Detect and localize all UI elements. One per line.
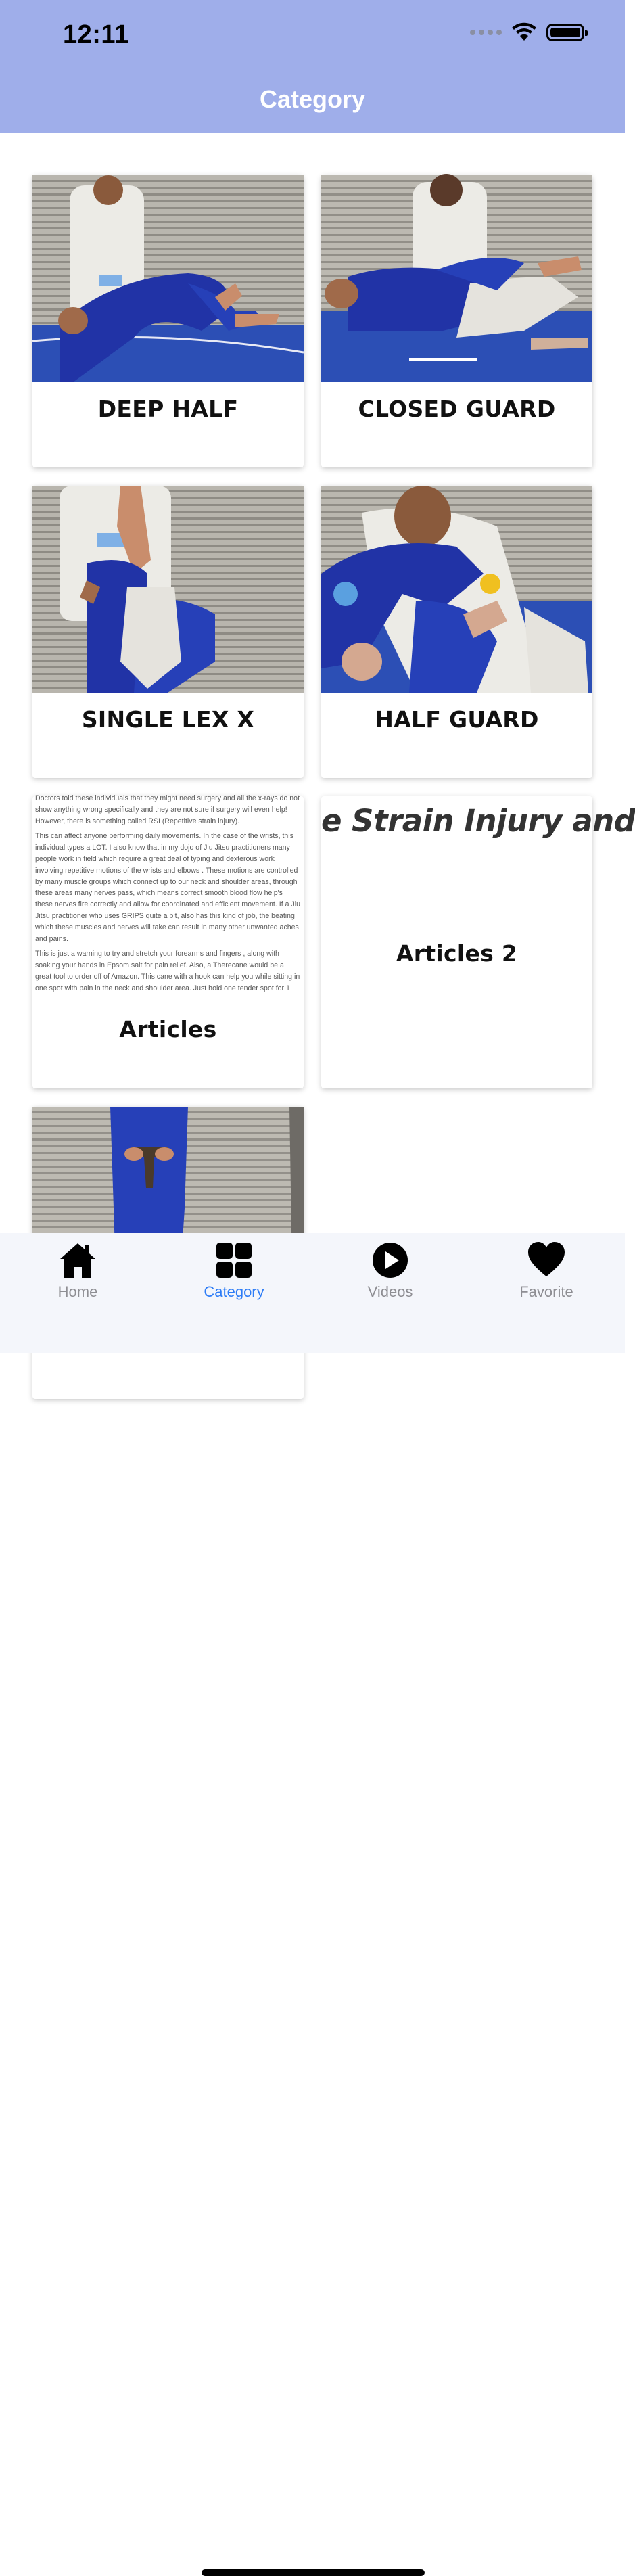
category-card-single-lex-x[interactable] xyxy=(32,486,304,778)
tab-favorite[interactable] xyxy=(496,1240,597,1301)
article-preview-text xyxy=(34,796,302,1003)
category-label: SINGLE LEX X xyxy=(81,706,255,733)
tab-bar xyxy=(0,1233,625,1353)
tab-videos[interactable] xyxy=(339,1240,441,1301)
closed-guard-photo xyxy=(321,175,592,382)
category-label: DEEP HALF xyxy=(97,396,239,422)
status-icons xyxy=(470,23,584,42)
tab-label: Category xyxy=(204,1283,264,1300)
grid-icon xyxy=(214,1240,254,1281)
page-title: Category xyxy=(259,85,366,113)
category-card-half-guard[interactable] xyxy=(321,486,592,778)
category-label: HALF GUARD xyxy=(375,706,539,733)
tab-home[interactable] xyxy=(27,1240,128,1301)
deep-half-photo xyxy=(32,175,304,382)
article-paragraph: Doctors told these individuals that they might need surgery and all the x-rays do not show anything wrong specifically and they are not sure if surgery will even help! However, there is something called RSI (Repetitive strain injury). xyxy=(35,794,300,825)
app-header xyxy=(0,0,625,133)
article-preview-heading: e Strain Injury and xyxy=(321,803,635,839)
category-label: Articles xyxy=(119,1016,217,1042)
category-label: CLOSED GUARD xyxy=(358,396,556,422)
tab-label: Home xyxy=(57,1283,98,1300)
category-label: Articles 2 xyxy=(396,940,518,967)
tab-category[interactable] xyxy=(183,1240,285,1301)
play-circle-icon xyxy=(370,1240,410,1281)
tab-label: Favorite xyxy=(519,1283,573,1300)
status-time: 12:11 xyxy=(63,20,129,49)
category-card-closed-guard[interactable] xyxy=(321,175,592,467)
category-grid[interactable] xyxy=(0,133,635,1233)
home-indicator xyxy=(202,2569,425,2576)
category-card-deep-half[interactable] xyxy=(32,175,304,467)
article-paragraph: This can affect anyone performing daily movements. In the case of the wrists, this individual types a LOT. I also know that in my dojo of Jiu Jitsu practitioners many people work in field which require a great deal of typing and dexterous work involving repetitive motions of the wrists and elbows . These motions are controlled by many muscle groups which connect up to our neck and shoulder areas, through these areas many nerves pass, which means correct smooth blood flow help's these nerves fire correctly and allow for coordinated and efficient movement. If a Jiu Jitsu practitioner who uses GRIPS quite a bit, also has this kind of job, the beating which these muscles and nerves will take can result in many other unwanted aches and pains. xyxy=(35,832,300,943)
category-card-articles-2[interactable] xyxy=(321,796,635,1088)
half-guard-photo xyxy=(321,486,592,693)
tab-label: Videos xyxy=(367,1283,413,1300)
home-icon xyxy=(57,1240,98,1281)
single-leg-x-photo xyxy=(32,486,304,693)
article-paragraph: This is just a warning to try and stretch your forearms and fingers , along with soaking your hands in Epsom salt for pain relief. Also, a Therecane would be a great tool to order off of Amazon. This cane with a hook can help you while sitting in one spot with pain in the neck and shoulder area. Just hold one tender spot for 1 xyxy=(35,950,300,992)
category-card-articles[interactable] xyxy=(32,796,304,1088)
battery-icon xyxy=(546,24,584,41)
wifi-icon xyxy=(511,23,537,42)
cellular-signal-icon xyxy=(470,30,502,35)
heart-icon xyxy=(526,1240,567,1281)
